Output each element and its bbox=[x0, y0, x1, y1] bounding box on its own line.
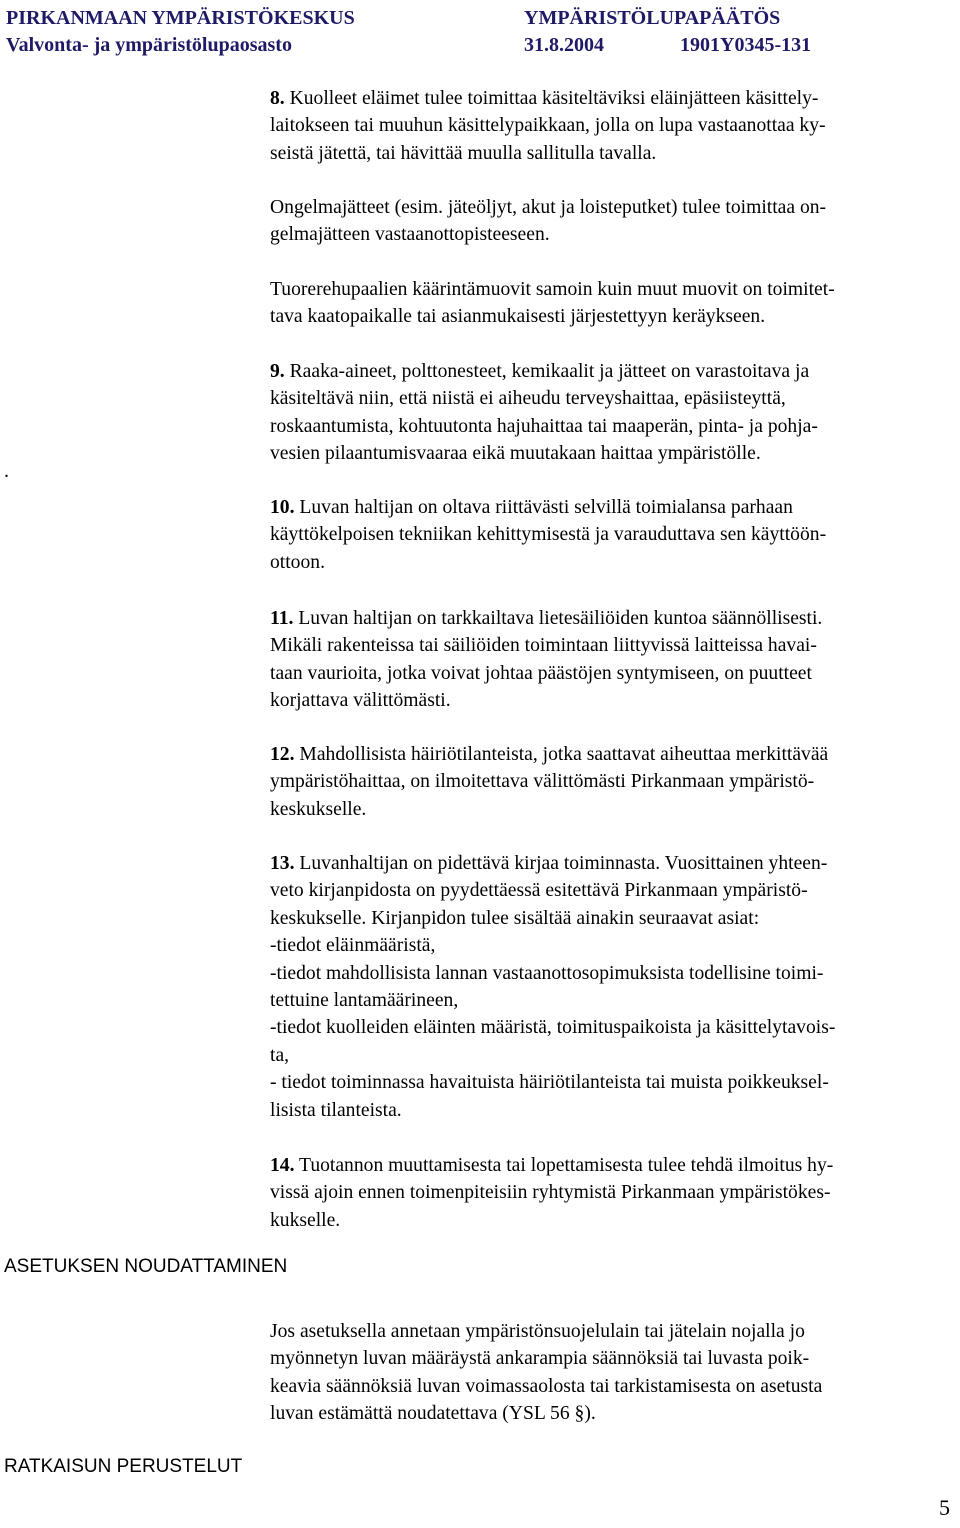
item-number: 13. bbox=[270, 853, 295, 874]
text-line: tettuine lantamäärineen, bbox=[270, 990, 459, 1012]
text-line: 11. Luvan haltijan on tarkkailtava lietesäiliöiden kuntoa säännöllisesti. bbox=[270, 608, 823, 629]
item-number: 11. bbox=[270, 608, 294, 629]
text-line: 14. Tuotannon muuttamisesta tai lopettamisesta tulee tehdä ilmoitus hy- bbox=[270, 1155, 834, 1176]
text-line: -tiedot eläinmääristä, bbox=[270, 935, 436, 957]
paragraph-asetus bbox=[270, 1318, 960, 1428]
text-line: käyttökelpoisen tekniikan kehittymisestä ja varauduttava sen käyttöön- bbox=[270, 524, 827, 546]
text-line: veto kirjanpidosta on pyydettäessä esitettävä Pirkanmaan ympäristö- bbox=[270, 880, 808, 902]
text-line: luvan estämättä noudatettava (YSL 56 §). bbox=[270, 1403, 596, 1425]
paragraph-9 bbox=[270, 358, 960, 468]
text-line: 9. Raaka-aineet, polttonesteet, kemikaalit ja jätteet on varastoitava ja bbox=[270, 361, 810, 382]
text-line: taan vaurioita, jotka voivat johtaa päästöjen syntymiseen, on puutteet bbox=[270, 662, 812, 684]
item-number: 8. bbox=[270, 88, 285, 109]
item-number: 12. bbox=[270, 744, 295, 765]
header-unit: Valvonta- ja ympäristölupaosasto bbox=[6, 34, 292, 56]
header-date: 31.8.2004 bbox=[524, 34, 604, 56]
text-line: korjattava välittömästi. bbox=[270, 690, 451, 712]
text-line: 8. Kuolleet eläimet tulee toimittaa käsiteltäviksi eläinjätteen käsittely- bbox=[270, 88, 819, 109]
paragraph-13 bbox=[270, 850, 960, 1124]
text-line: ottoon. bbox=[270, 551, 325, 573]
text-line: -tiedot mahdollisista lannan vastaanottosopimuksista todellisine toimi- bbox=[270, 962, 824, 984]
paragraph-8 bbox=[270, 85, 960, 167]
paragraph-14 bbox=[270, 1152, 960, 1234]
text-line: Ongelmajätteet (esim. jäteöljyt, akut ja loisteputket) tulee toimittaa on- bbox=[270, 197, 827, 218]
text-line: Jos asetuksella annetaan ympäristönsuojelulain tai jätelain nojalla jo bbox=[270, 1321, 805, 1342]
text-line: kukselle. bbox=[270, 1209, 341, 1231]
text-line: keskukselle. bbox=[270, 798, 367, 820]
text-line: lisista tilanteista. bbox=[270, 1099, 402, 1121]
header-doc-type: YMPÄRISTÖLUPAPÄÄTÖS bbox=[524, 7, 781, 29]
text-line: Tuorerehupaalien käärintämuovit samoin kuin muut muovit on toimitet- bbox=[270, 279, 835, 300]
text-line: -tiedot kuolleiden eläinten määristä, toimituspaikoista ja käsittelytavois- bbox=[270, 1017, 836, 1039]
side-heading-asetuksen-noudattaminen: ASETUKSEN NOUDATTAMINEN bbox=[4, 1256, 288, 1277]
paragraph-12 bbox=[270, 741, 960, 823]
text-line: seistä jätettä, tai hävittää muulla sallitulla tavalla. bbox=[270, 142, 657, 164]
text-line: 10. Luvan haltijan on oltava riittävästi selvillä toimialansa parhaan bbox=[270, 497, 793, 518]
text-line: käsiteltävä niin, että niistä ei aiheudu terveyshaittaa, epäsiisteyttä, bbox=[270, 388, 786, 410]
text-line: vissä ajoin ennen toimenpiteisiin ryhtymistä Pirkanmaan ympäristökes- bbox=[270, 1182, 831, 1204]
text-line: ympäristöhaittaa, on ilmoitettava välittömästi Pirkanmaan ympäristö- bbox=[270, 771, 815, 793]
text-line: tava kaatopaikalle tai asianmukaisesti järjestettyyn keräykseen. bbox=[270, 306, 766, 328]
text-line: - tiedot toiminnassa havaituista häiriötilanteista tai muista poikkeuksel- bbox=[270, 1072, 829, 1094]
text-line: keavia säännöksiä luvan voimassaolosta tai tarkistamisesta on asetusta bbox=[270, 1375, 823, 1397]
page-number: 5 bbox=[939, 1495, 950, 1520]
text-line: 13. Luvanhaltijan on pidettävä kirjaa toiminnasta. Vuosittainen yhteen- bbox=[270, 853, 828, 874]
paragraph-10 bbox=[270, 494, 960, 576]
side-heading-ratkaisun-perustelut: RATKAISUN PERUSTELUT bbox=[4, 1456, 243, 1477]
header-org: PIRKANMAAN YMPÄRISTÖKESKUS bbox=[6, 7, 355, 29]
text-line: laitokseen tai muuhun käsittelypaikkaan, jolla on lupa vastaanottaa ky- bbox=[270, 115, 826, 137]
paragraph-ongelmajatteet bbox=[270, 194, 960, 249]
margin-dot: . bbox=[4, 460, 9, 482]
text-line: roskaantumista, kohtuutonta hajuhaittaa tai maaperän, pinta- ja pohja- bbox=[270, 415, 818, 437]
text-line: 12. Mahdollisista häiriötilanteista, jotka saattavat aiheuttaa merkittävää bbox=[270, 744, 829, 765]
text-line: gelmajätteen vastaanottopisteeseen. bbox=[270, 224, 550, 246]
text-line: vesien pilaantumisvaaraa eikä muutakaan haittaa ympäristölle. bbox=[270, 443, 761, 465]
header-doc-number: 1901Y0345-131 bbox=[680, 34, 812, 56]
text-line: Mikäli rakenteissa tai säiliöiden toimintaan liittyvissä laitteissa havai- bbox=[270, 635, 817, 657]
text-line: myönnetyn luvan määräystä ankarampia säännöksiä tai luvasta poik- bbox=[270, 1348, 810, 1370]
item-number: 10. bbox=[270, 497, 295, 518]
text-line: ta, bbox=[270, 1044, 290, 1066]
item-number: 14. bbox=[270, 1155, 295, 1176]
paragraph-11 bbox=[270, 605, 960, 715]
item-number: 9. bbox=[270, 361, 285, 382]
text-line: keskukselle. Kirjanpidon tulee sisältää ainakin seuraavat asiat: bbox=[270, 907, 760, 929]
paragraph-tuorerehupaalien bbox=[270, 276, 960, 331]
